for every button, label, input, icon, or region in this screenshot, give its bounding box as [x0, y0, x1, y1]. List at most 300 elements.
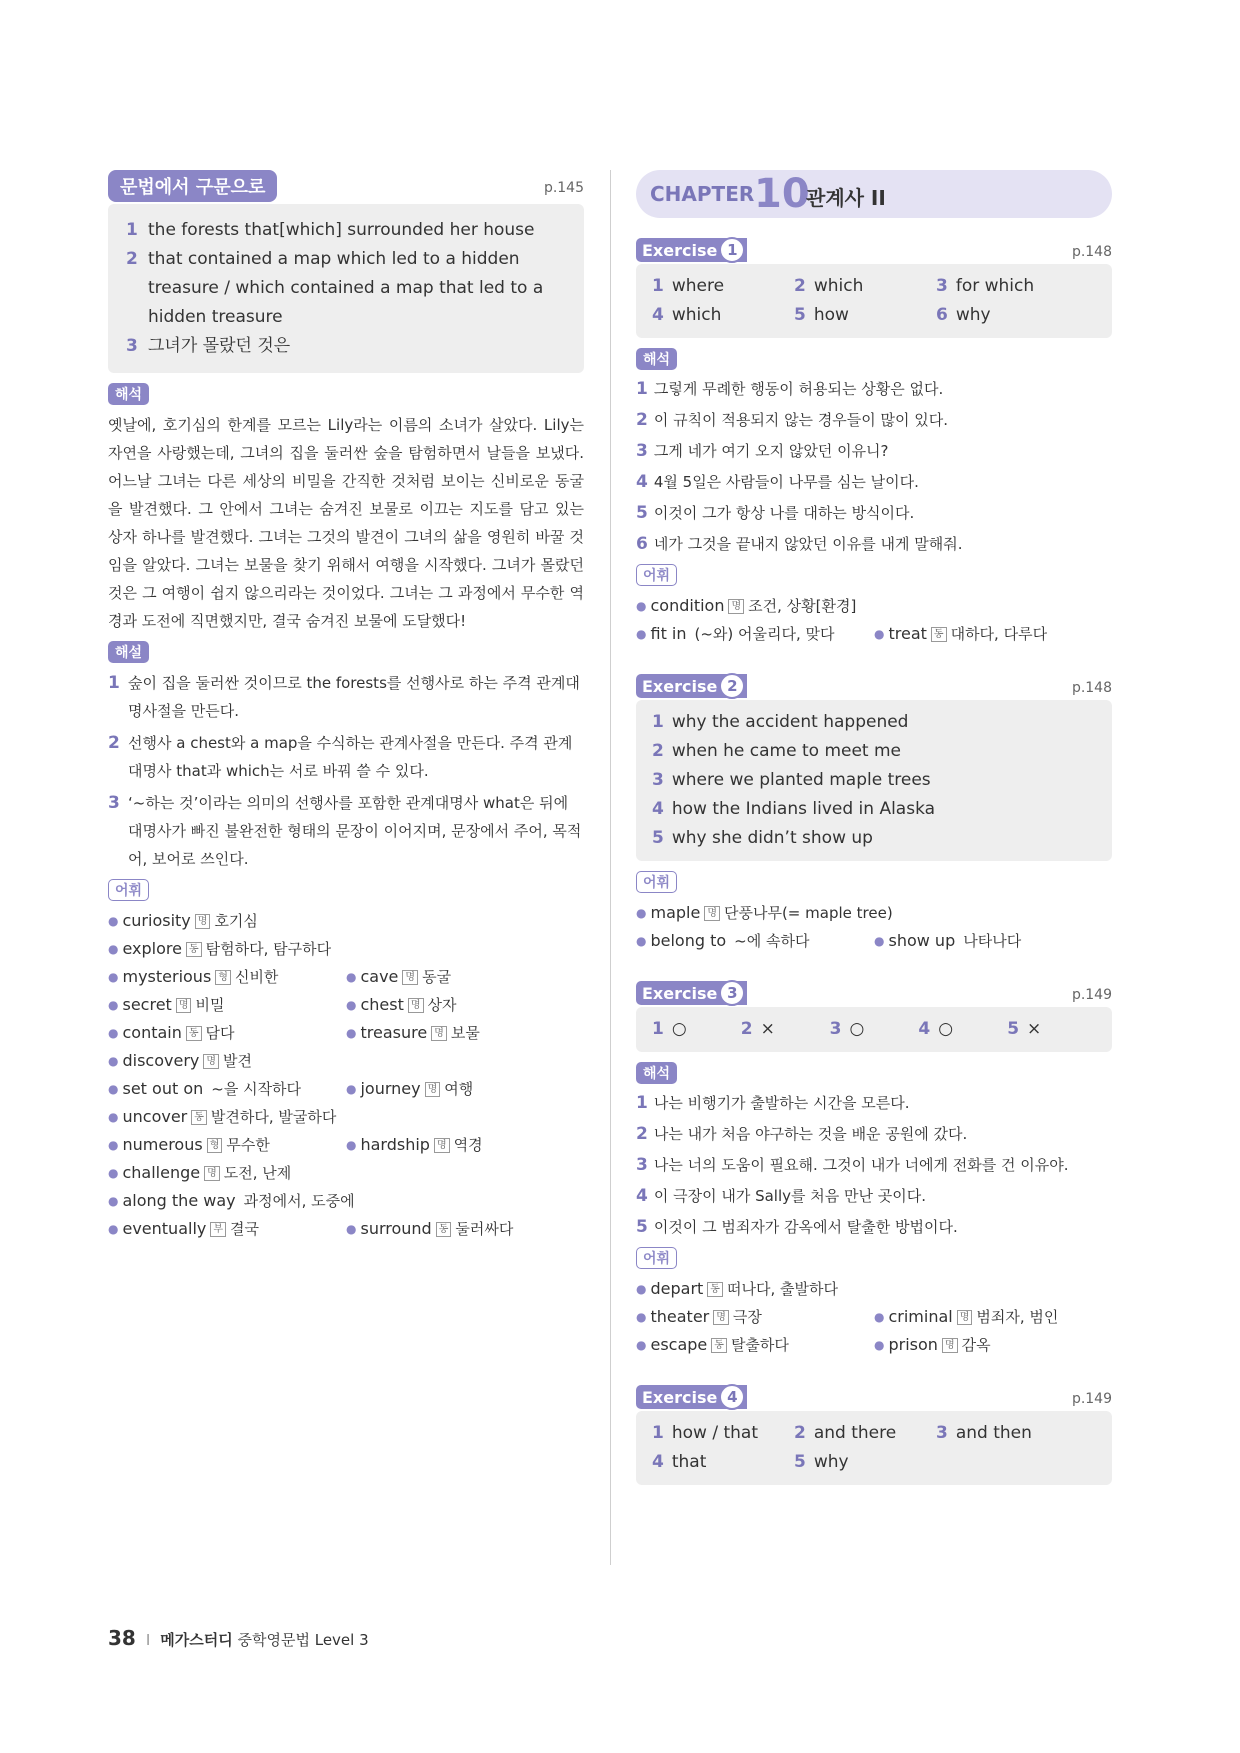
bullet-icon: ● — [636, 1310, 647, 1324]
answer-text: why — [813, 1452, 849, 1472]
translation-item — [636, 1150, 1112, 1181]
translation-item — [636, 467, 1112, 498]
vocab-word: uncover — [122, 1107, 188, 1126]
bullet-icon: ● — [346, 1082, 357, 1096]
vocab-row — [636, 899, 1112, 927]
answer-number: 4 — [918, 1019, 931, 1039]
grammar-item — [126, 216, 566, 245]
vocab-word: condition — [650, 596, 725, 615]
part-of-speech-badge: 동 — [711, 1338, 727, 1353]
part-of-speech-badge: 동 — [931, 627, 947, 642]
answer-number: 3 — [829, 1019, 842, 1039]
bullet-icon: ● — [636, 934, 647, 948]
item-text: the forests that[which] surrounded her house — [148, 220, 535, 240]
vocab-item — [636, 899, 891, 927]
vocab-meaning: 대하다, 다루다 — [950, 625, 1048, 643]
answer-text: which — [813, 276, 864, 296]
part-of-speech-badge: 형 — [215, 970, 231, 985]
answer-item — [652, 272, 794, 301]
part-of-speech-badge: 동 — [186, 942, 202, 957]
vocab-row — [108, 1103, 584, 1131]
answer-item — [936, 272, 1078, 301]
answer-item — [652, 708, 1096, 737]
vocab-word: contain — [122, 1023, 182, 1042]
answer-item — [652, 737, 1096, 766]
vocab-meaning: 여행 — [444, 1080, 474, 1098]
vocab-meaning: 비밀 — [195, 996, 225, 1014]
vocab-item — [108, 935, 363, 963]
answer-number: 5 — [794, 1452, 806, 1472]
grammar-section-title: 문법에서 구문으로 — [108, 170, 277, 202]
vocab-word: numerous — [122, 1135, 203, 1154]
vocab-meaning: 동굴 — [422, 968, 452, 986]
answer-item — [794, 1419, 936, 1448]
vocab-meaning: 과정에서, 도중에 — [243, 1192, 355, 1210]
answer-text: that — [671, 1452, 707, 1472]
answer-number: 1 — [652, 276, 664, 296]
vocab-row — [636, 592, 1112, 620]
vocab-meaning: 도전, 난제 — [223, 1164, 292, 1182]
answer-text: × — [1027, 1019, 1042, 1039]
bullet-icon: ● — [108, 1222, 119, 1236]
item-text: 그녀가 몰랐던 것은 — [148, 336, 291, 356]
answer-number: 5 — [794, 305, 806, 325]
translation-tag: 해석 — [636, 348, 677, 370]
answer-text: ○ — [938, 1019, 954, 1039]
vocab-meaning: 발견하다, 발굴하다 — [210, 1108, 337, 1126]
translation-item — [636, 498, 1112, 529]
exercise-2-page-ref: p.148 — [1071, 680, 1112, 696]
item-number: 3 — [636, 1155, 648, 1175]
vocab-word: depart — [650, 1279, 704, 1298]
vocab-item — [874, 1303, 1112, 1331]
translation-item — [636, 436, 1112, 467]
answer-item — [652, 766, 1096, 795]
vocab-meaning: 보물 — [450, 1024, 480, 1042]
explanation-item — [108, 669, 584, 725]
answer-item — [794, 301, 936, 330]
vocab-item — [346, 1075, 584, 1103]
bullet-icon: ● — [108, 914, 119, 928]
exercise-3-translations — [636, 1088, 1112, 1243]
translation-item — [636, 405, 1112, 436]
item-number: 1 — [108, 673, 120, 693]
grammar-item — [126, 245, 566, 332]
part-of-speech-badge: 부 — [210, 1222, 226, 1237]
right-column — [636, 170, 1112, 1485]
item-number: 4 — [636, 1186, 648, 1206]
answer-text: and there — [813, 1423, 897, 1443]
item-text: that contained a map which led to a hidden treasure / which contained a map that led to a hidden treasure — [148, 249, 544, 327]
vocab-word: along the way — [122, 1191, 236, 1210]
footer-separator: I — [145, 1631, 151, 1649]
item-text: 그렇게 무례한 행동이 허용되는 상황은 없다. — [653, 380, 944, 398]
item-number: 3 — [108, 793, 120, 813]
vocab-row — [108, 1019, 584, 1047]
answer-item — [936, 1419, 1078, 1448]
vocab-meaning: 담다 — [205, 1024, 235, 1042]
item-number: 2 — [636, 1124, 648, 1144]
bullet-icon: ● — [874, 1310, 885, 1324]
vocab-meaning: ~을 시작하다 — [211, 1080, 302, 1098]
answer-text: how / that — [671, 1423, 758, 1443]
vocab-item — [108, 1075, 346, 1103]
item-number: 2 — [126, 249, 138, 269]
answer-item — [918, 1015, 1007, 1044]
column-divider — [610, 170, 611, 1565]
vocab-row — [636, 1275, 1112, 1303]
answer-item — [652, 301, 794, 330]
answer-number: 2 — [794, 1423, 806, 1443]
item-number: 1 — [636, 1093, 648, 1113]
vocab-meaning: (~와) 어울리다, 맞다 — [694, 625, 835, 643]
answer-number: 2 — [652, 741, 664, 761]
exercise-2-vocab — [636, 899, 1112, 955]
item-text: 나는 내가 처음 야구하는 것을 배운 공원에 갔다. — [653, 1125, 968, 1143]
grammar-page-ref: p.145 — [543, 180, 584, 196]
vocab-word: journey — [360, 1079, 421, 1098]
explanation-item — [108, 789, 584, 873]
vocab-tag: 어휘 — [636, 1247, 677, 1269]
bullet-icon: ● — [108, 1026, 119, 1040]
vocab-meaning: 역경 — [453, 1136, 483, 1154]
item-text: 그게 네가 여기 오지 않았던 이유니? — [653, 442, 889, 460]
part-of-speech-badge: 명 — [957, 1310, 973, 1325]
vocab-meaning: 탈출하다 — [730, 1336, 789, 1354]
vocab-row — [108, 1215, 584, 1243]
exercise-4-answers — [636, 1411, 1112, 1485]
exercise-3-answers — [636, 1007, 1112, 1052]
exercise-1-translations — [636, 374, 1112, 560]
vocab-meaning: 범죄자, 범인 — [976, 1308, 1059, 1326]
item-text: 이 극장이 내가 Sally를 처음 만난 곳이다. — [653, 1187, 927, 1205]
vocab-word: show up — [888, 931, 956, 950]
vocab-item — [346, 1215, 584, 1243]
part-of-speech-badge: 명 — [704, 906, 720, 921]
vocab-word: eventually — [122, 1219, 207, 1238]
exercise-3-header — [636, 981, 1112, 1007]
bullet-icon: ● — [108, 1138, 119, 1152]
bullet-icon: ● — [636, 599, 647, 613]
exercise-4-header — [636, 1385, 1112, 1411]
item-number: 5 — [636, 1217, 648, 1237]
exercise-1-answers — [636, 264, 1112, 338]
translation-tag: 해석 — [636, 1062, 677, 1084]
answer-number: 3 — [652, 770, 664, 790]
bullet-icon: ● — [108, 942, 119, 956]
part-of-speech-badge: 명 — [431, 1026, 447, 1041]
part-of-speech-badge: 동 — [707, 1282, 723, 1297]
vocab-tag: 어휘 — [636, 564, 677, 586]
answer-number: 1 — [652, 1019, 664, 1039]
vocab-word: maple — [650, 903, 701, 922]
answer-text: where we planted maple trees — [671, 770, 931, 790]
item-number: 3 — [636, 441, 648, 461]
vocab-item — [108, 1047, 363, 1075]
vocab-row — [108, 991, 584, 1019]
answer-item — [652, 1419, 794, 1448]
answer-text: × — [760, 1019, 775, 1039]
chapter-header — [636, 170, 1112, 218]
bullet-icon: ● — [108, 970, 119, 984]
vocab-meaning: 조건, 상황[환경] — [748, 597, 857, 615]
item-number: 5 — [636, 503, 648, 523]
answer-number: 3 — [936, 1423, 948, 1443]
vocab-word: treat — [888, 624, 927, 643]
bullet-icon: ● — [874, 627, 885, 641]
answer-item — [652, 1448, 794, 1477]
translation-item — [636, 529, 1112, 560]
vocab-row — [636, 1303, 1112, 1331]
item-text: 네가 그것을 끝내지 않았던 이유를 내게 말해줘. — [653, 535, 963, 553]
vocab-item — [636, 1331, 874, 1359]
answer-text: why she didn’t show up — [671, 828, 873, 848]
translation-item — [636, 1212, 1112, 1243]
vocab-meaning: 결국 — [230, 1220, 260, 1238]
answer-text: ○ — [849, 1019, 865, 1039]
answer-item — [936, 301, 1078, 330]
grammar-answer-box — [108, 204, 584, 373]
part-of-speech-badge: 명 — [728, 599, 744, 614]
part-of-speech-badge: 명 — [713, 1310, 729, 1325]
vocab-meaning: 극장 — [732, 1308, 762, 1326]
vocab-item — [346, 1019, 584, 1047]
item-number: 1 — [636, 379, 648, 399]
item-text: 4월 5일은 사람들이 나무를 심는 날이다. — [653, 473, 919, 491]
part-of-speech-badge: 명 — [408, 998, 424, 1013]
vocab-row — [108, 935, 584, 963]
vocab-word: chest — [360, 995, 404, 1014]
answer-number: 5 — [652, 828, 664, 848]
answer-text: which — [671, 305, 722, 325]
vocab-item — [636, 592, 891, 620]
part-of-speech-badge: 명 — [402, 970, 418, 985]
item-number: 6 — [636, 534, 648, 554]
bullet-icon: ● — [108, 1082, 119, 1096]
vocab-item — [636, 1303, 874, 1331]
vocab-item — [108, 963, 346, 991]
footer-brand: 메가스터디 — [160, 1631, 233, 1649]
answer-number: 1 — [652, 1423, 664, 1443]
vocab-meaning: 단풍나무(= maple tree) — [724, 904, 893, 922]
grammar-item — [126, 332, 566, 361]
bullet-icon: ● — [108, 1194, 119, 1208]
page-number: 38 — [108, 1626, 136, 1650]
item-number: 4 — [636, 472, 648, 492]
exercise-3-page-ref: p.149 — [1071, 987, 1112, 1003]
answer-text: when he came to meet me — [671, 741, 902, 761]
vocab-word: theater — [650, 1307, 710, 1326]
vocab-meaning: 무수한 — [226, 1136, 270, 1154]
bullet-icon: ● — [346, 1138, 357, 1152]
item-text: 숲이 집을 둘러싼 것이므로 the forests를 선행사로 하는 주격 관계대명사절을 만든다. — [128, 674, 580, 720]
vocab-item — [636, 927, 874, 955]
exercise-label: Exercise 4 — [636, 1385, 747, 1409]
part-of-speech-badge: 명 — [434, 1138, 450, 1153]
vocab-word: explore — [122, 939, 182, 958]
vocab-item — [108, 1159, 363, 1187]
vocab-word: mysterious — [122, 967, 212, 986]
item-text: 이것이 그가 항상 나를 대하는 방식이다. — [653, 504, 915, 522]
translation-item — [636, 1119, 1112, 1150]
bullet-icon: ● — [346, 1026, 357, 1040]
vocab-meaning: 탐험하다, 탐구하다 — [205, 940, 332, 958]
vocab-tag: 어휘 — [108, 879, 149, 901]
answer-text: for which — [955, 276, 1035, 296]
vocab-item — [636, 1275, 891, 1303]
item-text: 나는 너의 도움이 필요해. 그것이 내가 너에게 전화를 건 이유야. — [653, 1156, 1069, 1174]
answer-number: 1 — [652, 712, 664, 732]
answer-item — [741, 1015, 830, 1044]
vocab-word: prison — [888, 1335, 938, 1354]
vocab-list — [108, 907, 584, 1243]
vocab-item — [108, 991, 346, 1019]
vocab-meaning: 신비한 — [234, 968, 279, 986]
part-of-speech-badge: 형 — [207, 1138, 223, 1153]
item-text: ‘~하는 것’이라는 의미의 선행사를 포함한 관계대명사 what은 뒤에 대명사가 빠진 불완전한 형태의 문장이 이어지며, 문장에서 주어, 목적어, 보어로 쓰인다. — [128, 794, 582, 868]
vocab-row — [636, 927, 1112, 955]
vocab-word: challenge — [122, 1163, 201, 1182]
vocab-meaning: 상자 — [427, 996, 457, 1014]
answer-text: why the accident happened — [671, 712, 909, 732]
bullet-icon: ● — [346, 1222, 357, 1236]
vocab-meaning: 둘러싸다 — [455, 1220, 514, 1238]
answer-number: 4 — [652, 305, 664, 325]
answer-item — [830, 1015, 919, 1044]
vocab-meaning: ~에 속하다 — [734, 932, 810, 950]
vocab-item — [108, 1215, 346, 1243]
vocab-word: treasure — [360, 1023, 428, 1042]
item-text: 나는 비행기가 출발하는 시간을 모른다. — [653, 1094, 910, 1112]
answer-number: 2 — [794, 276, 806, 296]
explanation-tag: 해설 — [108, 641, 149, 663]
exercise-4-page-ref: p.149 — [1071, 1391, 1112, 1407]
exercise-label: Exercise 2 — [636, 674, 747, 698]
vocab-item — [108, 1131, 346, 1159]
vocab-meaning: 감옥 — [961, 1336, 991, 1354]
bullet-icon: ● — [108, 998, 119, 1012]
vocab-word: escape — [650, 1335, 708, 1354]
answer-item — [652, 1015, 741, 1044]
vocab-item — [346, 1131, 584, 1159]
vocab-row — [108, 1187, 584, 1215]
exercise-label: Exercise 1 — [636, 238, 747, 262]
explanation-list — [108, 669, 584, 873]
vocab-tag: 어휘 — [636, 871, 677, 893]
exercise-1-vocab — [636, 592, 1112, 648]
bullet-icon: ● — [636, 1338, 647, 1352]
translation-item — [636, 374, 1112, 405]
exercise-label: Exercise 3 — [636, 981, 747, 1005]
answer-text: how the Indians lived in Alaska — [671, 799, 936, 819]
vocab-word: secret — [122, 995, 172, 1014]
answer-number: 6 — [936, 305, 948, 325]
vocab-row — [636, 1331, 1112, 1359]
bullet-icon: ● — [874, 934, 885, 948]
vocab-item — [108, 1019, 346, 1047]
vocab-row — [108, 1075, 584, 1103]
answer-text: and then — [955, 1423, 1032, 1443]
part-of-speech-badge: 명 — [203, 1054, 219, 1069]
footer-book-title: 중학영문법 Level 3 — [237, 1631, 369, 1649]
vocab-row — [108, 1131, 584, 1159]
item-number: 2 — [108, 733, 120, 753]
exercise-3-vocab — [636, 1275, 1112, 1359]
answer-item — [1007, 1015, 1096, 1044]
vocab-word: belong to — [650, 931, 727, 950]
answer-text: why — [955, 305, 991, 325]
translation-tag: 해석 — [108, 383, 149, 405]
item-number: 3 — [126, 336, 138, 356]
exercise-1-page-ref: p.148 — [1071, 244, 1112, 260]
translation-paragraph: 옛날에, 호기심의 한계를 모르는 Lily라는 이름의 소녀가 살았다. Lily는 자연을 사랑했는데, 그녀의 집을 둘러싼 숲을 탐험하면서 날들을 보냈다. 어느날 그녀는 다른 세상의 비밀을 간직한 것처럼 보이는 신비로운 동굴을 발견했다. 그 안에서 그녀는 숨겨진 보물로 이끄는 지도를 담고 있는 상자 하나를 발견했다. 그녀는 그것의 발견이 그녀의 삶을 영원히 바꿀 것임을 알았다. 그녀는 보물을 찾기 위해서 여행을 시작했다. 그녀가 몰랐던 것은 그 여행이 쉽지 않으리라는 것이었다. 그녀는 그 과정에서 무수한 역경과 도전에 직면했지만, 결국 숨겨진 보물에 도달했다! — [108, 416, 584, 630]
item-text: 이것이 그 범죄자가 감옥에서 탈출한 방법이다. — [653, 1218, 958, 1236]
vocab-meaning: 떠나다, 출발하다 — [726, 1280, 838, 1298]
part-of-speech-badge: 동 — [191, 1110, 207, 1125]
answer-item — [652, 795, 1096, 824]
answer-number: 5 — [1007, 1019, 1020, 1039]
vocab-item — [346, 963, 584, 991]
vocab-word: hardship — [360, 1135, 430, 1154]
vocab-item — [346, 991, 584, 1019]
bullet-icon: ● — [346, 998, 357, 1012]
answer-number: 3 — [936, 276, 948, 296]
chapter-label: CHAPTER — [650, 182, 755, 206]
part-of-speech-badge: 명 — [195, 914, 211, 929]
answer-item — [794, 272, 936, 301]
exercise-2-header — [636, 674, 1112, 700]
bullet-icon: ● — [636, 627, 647, 641]
bullet-icon: ● — [108, 1054, 119, 1068]
answer-item — [794, 1448, 936, 1477]
part-of-speech-badge: 명 — [425, 1082, 441, 1097]
vocab-meaning: 발견 — [223, 1052, 253, 1070]
exercise-2-answers — [636, 700, 1112, 861]
vocab-row — [636, 620, 1112, 648]
part-of-speech-badge: 명 — [176, 998, 192, 1013]
vocab-item — [874, 620, 1112, 648]
item-number: 2 — [636, 410, 648, 430]
vocab-item — [636, 620, 874, 648]
item-number: 1 — [126, 220, 138, 240]
vocab-row — [108, 907, 584, 935]
bullet-icon: ● — [108, 1166, 119, 1180]
translation-item — [636, 1088, 1112, 1119]
vocab-word: surround — [360, 1219, 432, 1238]
vocab-item — [108, 907, 363, 935]
vocab-meaning: 호기심 — [214, 912, 258, 930]
item-text: 이 규칙이 적용되지 않는 경우들이 많이 있다. — [653, 411, 949, 429]
bullet-icon: ● — [636, 1282, 647, 1296]
bullet-icon: ● — [874, 1338, 885, 1352]
exercise-1-header — [636, 238, 1112, 264]
explanation-item — [108, 729, 584, 785]
answer-text: where — [671, 276, 725, 296]
vocab-item — [108, 1103, 363, 1131]
part-of-speech-badge: 명 — [204, 1166, 220, 1181]
item-text: 선행사 a chest와 a map을 수식하는 관계사절을 만든다. 주격 관계대명사 that과 which는 서로 바꿔 쓸 수 있다. — [128, 734, 573, 780]
part-of-speech-badge: 동 — [436, 1222, 452, 1237]
vocab-row — [108, 963, 584, 991]
vocab-item — [108, 1187, 363, 1215]
vocab-word: set out on — [122, 1079, 204, 1098]
vocab-item — [874, 1331, 1112, 1359]
bullet-icon: ● — [108, 1110, 119, 1124]
part-of-speech-badge: 명 — [942, 1338, 958, 1353]
vocab-word: cave — [360, 967, 399, 986]
vocab-row — [108, 1047, 584, 1075]
answer-number: 4 — [652, 1452, 664, 1472]
